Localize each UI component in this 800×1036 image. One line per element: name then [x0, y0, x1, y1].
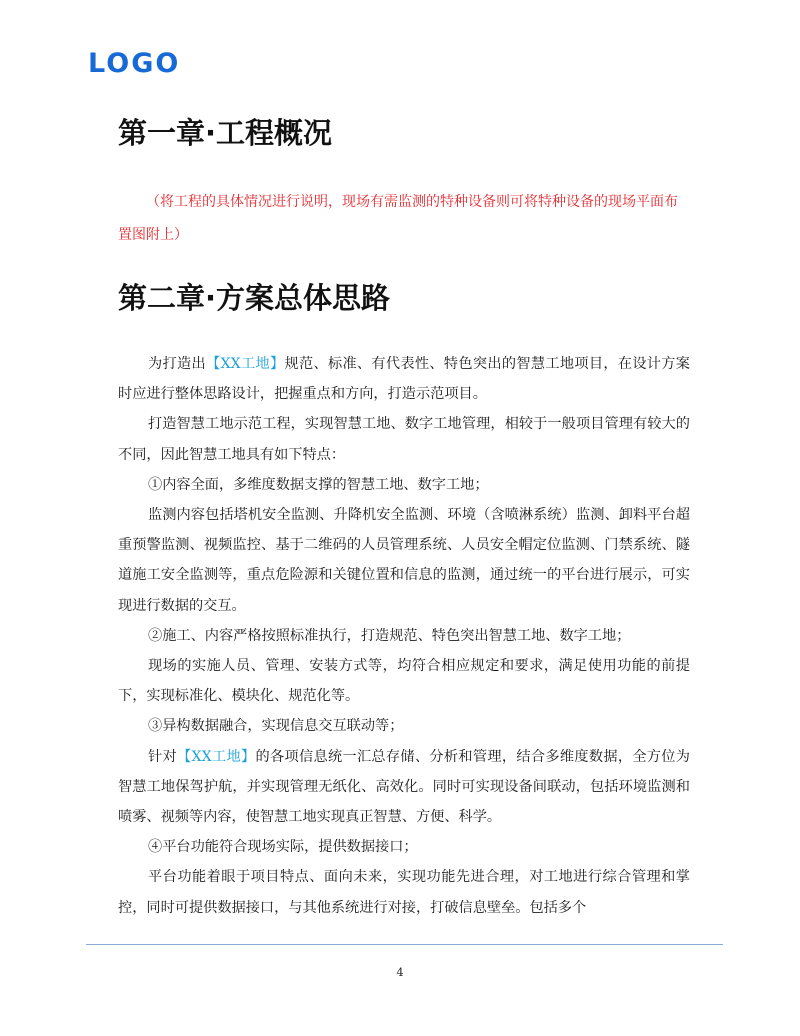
paragraph: ③异构数据融合，实现信息交互联动等；	[148, 718, 404, 735]
logo: LOGO	[88, 48, 181, 79]
footer-divider	[86, 944, 723, 945]
paragraph: 现场的实施人员、管理、安装方式等，均符合相应规定和要求，满足使用功能的前提下，实现标准化、模块化、规范化等。	[118, 658, 690, 705]
page-number: 4	[396, 966, 404, 979]
chapter-2-title: 第二章·方案总体思路	[118, 281, 391, 315]
paragraph	[118, 349, 690, 409]
paragraph: ②施工、内容严格按照标准执行，打造规范、特色突出智慧工地、数字工地；	[148, 627, 631, 644]
paragraph-text: 规范、标准、有代表性、特色突出的智慧工地项目，在设计方案时应进行整体思路设计，把握重点和方向，打造示范项目。	[118, 356, 690, 403]
paragraph: 打造智慧工地示范工程，实现智慧工地、数字工地管理，相较于一般项目管理有较大的不同，因此智慧工地具有如下特点：	[118, 416, 690, 463]
paragraph: ④平台功能符合现场实际，提供数据接口；	[148, 839, 418, 856]
site-name-highlight: 【XX工地】	[205, 356, 285, 372]
paragraph: 监测内容包括塔机安全监测、升降机安全监测、环境（含喷淋系统）监测、卸料平台超重预警监测、视频监控、基于二维码的人员管理系统、人员安全帽定位监测、门禁系统、隧道施工安全监测等，重点危险源和关键位置和信息的监测，通过统一的平台进行展示，可实现进行数据的交互。	[118, 507, 690, 614]
site-name-highlight: 【XX工地】	[177, 748, 256, 765]
chapter-1-title: 第一章·工程概况	[118, 116, 333, 150]
chapter-1-note: （将工程的具体情况进行说明，现场有需监测的特种设备则可将特种设备的现场平面布置图附上）	[118, 194, 678, 243]
paragraph: ①内容全面，多维度数据支撑的智慧工地、数字工地；	[148, 476, 489, 493]
paragraph-text: 的各项信息统一汇总存储、分析和管理，结合多维度数据，全方位为智慧工地保驾护航，并实现管理无纸化、高效化。同时可实现设备间联动，包括环境监测和喷雾、视频等内容，使智慧工地实现真正智慧、方便、科学。	[118, 748, 690, 826]
chapter-2-body	[118, 349, 690, 923]
paragraph-text: 针对	[148, 748, 177, 765]
paragraph-text: 为打造出	[148, 356, 206, 372]
paragraph: 平台功能着眼于项目特点、面向未来，实现功能先进合理，对工地进行综合管理和掌控，同时可提供数据接口，与其他系统进行对接，打破信息壁垒。包括多个	[118, 869, 690, 916]
paragraph	[118, 742, 690, 833]
